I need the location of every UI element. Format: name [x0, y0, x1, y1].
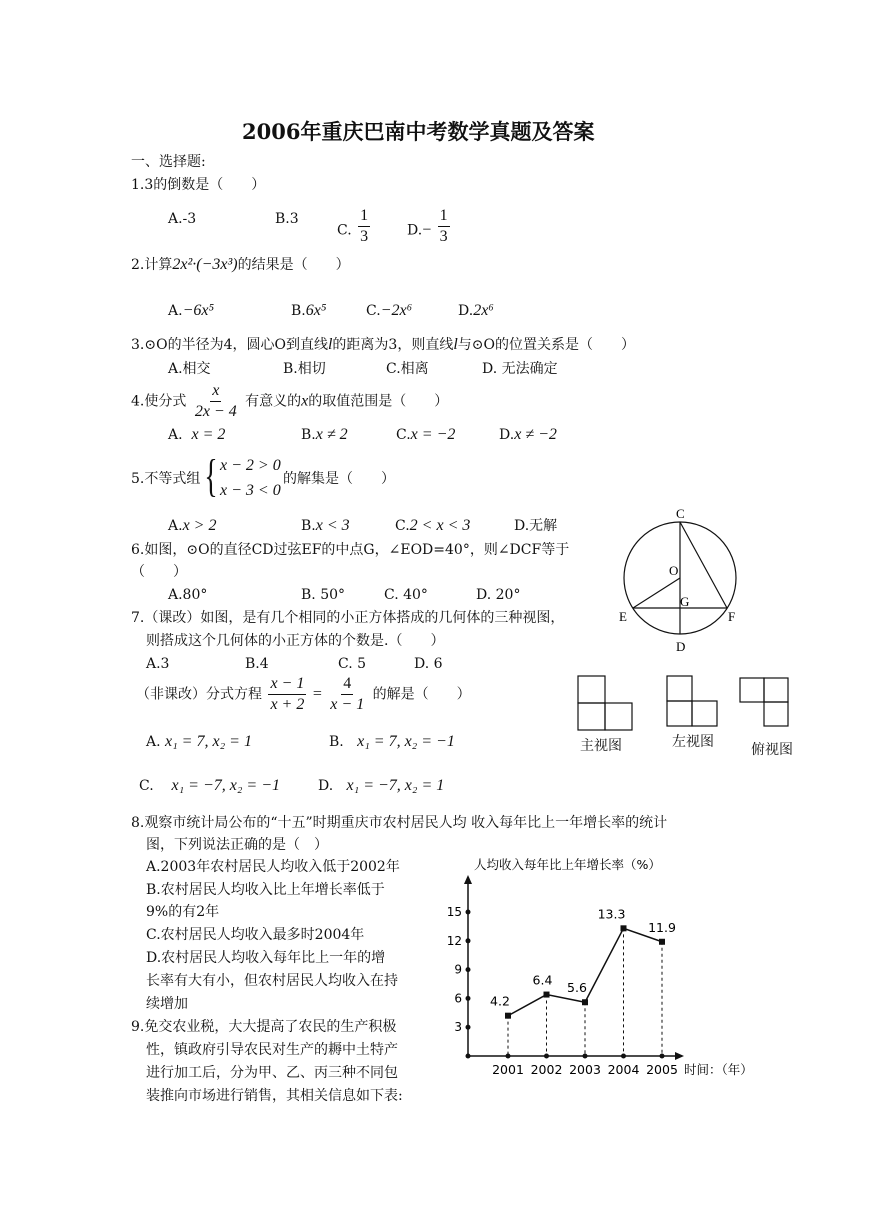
- q2-d-label: D.: [458, 303, 474, 319]
- q6-option-a: A.80°: [168, 587, 208, 603]
- q7-d2: x − 1: [330, 696, 365, 713]
- label-d: D: [676, 639, 686, 654]
- q4-option-c: [396, 426, 455, 444]
- q4-stem-mid: 有意义的: [245, 393, 302, 410]
- q3-line-l2: l: [453, 336, 458, 353]
- view-label-front: 主视图: [580, 738, 622, 754]
- q4-num: x: [210, 381, 221, 402]
- data-point-2005: [659, 939, 665, 945]
- q4-option-a: [168, 426, 225, 444]
- y-tick-dot-15: [466, 910, 471, 915]
- q8-option-a: A.2003年农村居民人均收入低于2002年: [146, 859, 400, 875]
- q5-c-expr: 2 < x < 3: [409, 517, 471, 534]
- data-point-2003: [582, 999, 588, 1005]
- q5-option-b: [301, 517, 350, 535]
- view-label-top: 俯视图: [751, 742, 793, 758]
- chart-xlabel: 时间：（年）: [684, 1062, 753, 1077]
- q4-option-d: [499, 426, 557, 444]
- y-tick-label-12: 12: [446, 933, 462, 948]
- q4-var: x: [301, 392, 309, 410]
- q5-c-label: C.: [395, 518, 410, 534]
- data-label-2001: 4.2: [490, 993, 510, 1009]
- q7-alt-stem: [136, 674, 471, 715]
- q8-option-d3: 续增加: [146, 996, 188, 1012]
- q8-option-d2: 长率有大有小，但农村居民人均收入在持: [146, 973, 398, 989]
- q7-alt-pre: （非课改）分式方程: [136, 686, 262, 703]
- q6-option-d: D. 20°: [476, 587, 521, 603]
- y-tick-label-3: 3: [454, 1020, 462, 1035]
- q2-option-c: [366, 302, 412, 320]
- q3-line-l: l: [327, 336, 333, 353]
- q9-line3: 进行加工后，分为甲、乙、丙三种不同包: [146, 1065, 398, 1081]
- q7-equals: =: [312, 685, 322, 703]
- q1-option-c-fraction: [358, 206, 370, 247]
- q7-oa-expr: x₁ = 7, x₂ = 1: [165, 733, 252, 750]
- q9-line2: 性，镇政府引导农民对生产的耨中土特产: [146, 1042, 398, 1058]
- q1-c-num: 1: [358, 206, 370, 227]
- q2-stem-pre: 2.计算: [131, 257, 173, 273]
- q2-b-expr: 6x⁵: [305, 302, 327, 319]
- segment-eo: [633, 578, 680, 608]
- q2-stem: [131, 256, 350, 274]
- q7-oc-expr: x₁ = −7, x₂ = −1: [171, 777, 280, 794]
- chart-title: 人均收入每年比上年增长率（%）: [474, 857, 661, 872]
- q7-n2: 4: [341, 674, 353, 695]
- q1-option-c-label: C.: [337, 222, 352, 239]
- q7-option-b: B.4: [245, 656, 269, 672]
- q5-stem-post: 的解集是（ ）: [283, 471, 395, 487]
- label-g: G: [680, 594, 690, 609]
- y-tick-label-15: 15: [446, 905, 462, 919]
- q4-d-label: D.: [499, 427, 515, 443]
- q5-option-d: D.无解: [514, 518, 558, 534]
- q9-line1: 9.免交农业税，大大提高了农民的生产积极: [131, 1019, 397, 1035]
- q1-d-den: 3: [439, 228, 448, 245]
- x-tick-label-2005: 2005: [646, 1062, 678, 1077]
- q4-stem: [131, 381, 448, 422]
- top-view: [740, 678, 788, 726]
- q7-alt-option-b: [329, 733, 455, 751]
- label-c: C: [676, 506, 685, 521]
- q1-stem: 1.3的倒数是（ ）: [131, 177, 266, 193]
- q2-stem-post: 的结果是（ ）: [237, 257, 350, 273]
- q2-option-b: [291, 302, 326, 320]
- data-label-2003: 5.6: [567, 980, 587, 996]
- q4-option-b: [301, 426, 348, 444]
- q1-d-minus: −: [422, 221, 432, 239]
- q5-line2: x − 3 < 0: [220, 482, 281, 499]
- q6-paren: （ ）: [131, 564, 187, 580]
- q4-b-expr: x ≠ 2: [315, 426, 348, 443]
- data-point-2001: [505, 1013, 511, 1019]
- q3-option-a: A.相交: [168, 361, 211, 377]
- q7-oa-label: A.: [146, 734, 161, 750]
- y-axis-arrow: [464, 875, 472, 884]
- q9-line4: 装推向市场进行销售，其相关信息如下表:: [146, 1088, 403, 1104]
- q2-option-d: [458, 302, 494, 320]
- y-tick-dot-9: [466, 967, 471, 972]
- q3-stem-b: 的距离为3，则直线: [332, 337, 454, 353]
- y-tick-dot-12: [466, 938, 471, 943]
- q6-option-b: B. 50°: [301, 587, 346, 603]
- q7-option-d: D. 6: [414, 656, 443, 672]
- q7-n1: x − 1: [268, 674, 306, 695]
- q7-option-c: C. 5: [338, 656, 367, 672]
- q1-c-den: 3: [360, 228, 369, 245]
- q8-stem1: 8.观察市统计局公布的“十五”时期重庆市农村居民人均 收入每年比上一年增长率的统计: [131, 815, 668, 831]
- growth-rate-chart: [430, 845, 780, 1085]
- q4-a-expr: x = 2: [191, 426, 226, 443]
- q8-option-d1: D.农村居民人均收入每年比上一年的增: [146, 950, 386, 966]
- q7-d1: x + 2: [270, 696, 305, 713]
- q3-option-d: D. 无法确定: [482, 361, 558, 377]
- x-tick-label-2003: 2003: [569, 1062, 601, 1077]
- q7-option-a: A.3: [146, 656, 170, 672]
- y-tick-label-6: 6: [454, 991, 462, 1006]
- q1-option-c: [337, 207, 372, 251]
- q4-fraction: [193, 381, 239, 422]
- q4-stem-pre: 4.使分式: [131, 393, 187, 410]
- q1-option-d-label: D.: [407, 222, 423, 239]
- q1-option-a: A.-3: [168, 211, 197, 227]
- q5-option-a: [168, 517, 216, 535]
- label-o: O: [669, 563, 679, 578]
- label-e: E: [619, 609, 627, 624]
- y-tick-label-9: 9: [454, 962, 462, 977]
- q1-option-d-fraction: [438, 206, 450, 247]
- q7-alt-frac1: [268, 674, 306, 715]
- q2-b-label: B.: [291, 303, 306, 319]
- q7-alt-option-d: [318, 777, 444, 795]
- q4-b-label: B.: [301, 427, 316, 443]
- q1-option-d: [407, 207, 452, 251]
- q7-od-label: D.: [318, 778, 334, 794]
- q7-od-expr: x₁ = −7, x₂ = 1: [346, 777, 445, 794]
- q7-alt-option-c: [139, 777, 280, 795]
- y-tick-dot-6: [466, 996, 471, 1001]
- q2-c-expr: −2x⁶: [380, 302, 413, 319]
- q7-ob-expr: x₁ = 7, x₂ = −1: [357, 733, 455, 750]
- q3-stem: [131, 336, 635, 354]
- q4-a-label: A.: [168, 427, 183, 443]
- q5-b-label: B.: [301, 518, 316, 534]
- x-tick-label-2002: 2002: [530, 1062, 563, 1077]
- q2-a-label: A.: [168, 303, 183, 319]
- q7-alt-post: 的解是（ ）: [372, 686, 471, 703]
- q2-option-a: [168, 302, 214, 320]
- q6-option-c: C. 40°: [384, 587, 428, 603]
- q7-ob-label: B.: [329, 734, 344, 750]
- q2-a-expr: −6x⁵: [182, 302, 215, 319]
- q3-stem-a: 3.⊙O的半径为4，圆心O到直线: [131, 337, 328, 353]
- y-tick-dot-3: [466, 1025, 471, 1030]
- q7-alt-option-a: [146, 733, 252, 751]
- q3-option-c: C.相离: [386, 361, 429, 377]
- q7-alt-frac2: [328, 674, 366, 715]
- q5-a-label: A.: [168, 518, 183, 534]
- label-f: F: [728, 609, 736, 624]
- q7-oc-label: C.: [139, 778, 154, 794]
- q1-d-num: 1: [438, 206, 450, 227]
- y-tick-origin-dot: [466, 1054, 471, 1059]
- view-label-left: 左视图: [672, 734, 714, 750]
- q5-option-c: [395, 517, 470, 535]
- x-axis-arrow: [675, 1052, 684, 1060]
- q6-stem: 6.如图，⊙O的直径CD过弦EF的中点G，∠EOD=40°，则∠DCF等于: [131, 542, 570, 558]
- q5-stem-pre: 5.不等式组: [131, 471, 201, 487]
- x-tick-label-2001: 2001: [492, 1062, 524, 1077]
- circle-figure: [610, 500, 750, 660]
- q3-option-b: B.相切: [283, 361, 326, 377]
- q7-stem1: 7.（课改）如图，是有几个相同的小正方体搭成的几何体的三种视图，: [131, 610, 565, 626]
- q4-den: 2x − 4: [194, 403, 237, 420]
- q4-c-label: C.: [396, 427, 411, 443]
- q5-b-expr: x < 3: [315, 517, 350, 534]
- q5-line1: x − 2 > 0: [220, 457, 281, 474]
- data-label-2002: 6.4: [532, 972, 553, 988]
- q4-d-expr: x ≠ −2: [514, 426, 557, 443]
- q5-a-expr: x > 2: [182, 517, 217, 534]
- q4-stem-post: 的取值范围是（ ）: [308, 393, 449, 410]
- q2-c-label: C.: [366, 303, 381, 319]
- q7-stem2: 则搭成这个几何体的小正方体的个数是.（ ）: [146, 633, 445, 649]
- q8-stem2: 图，下列说法正确的是（ ）: [146, 837, 328, 853]
- q2-expression: 2x²·(−3x³): [172, 256, 238, 273]
- q2-d-expr: 2x⁶: [473, 302, 494, 319]
- page-title: 2006年重庆巴南中考数学真题及答案: [242, 119, 595, 144]
- q3-stem-c: 与⊙O的位置关系是（ ）: [457, 337, 635, 353]
- data-point-2002: [544, 992, 550, 998]
- data-label-2005: 11.9: [648, 919, 676, 935]
- left-view: [667, 676, 717, 726]
- section-heading: 一、选择题:: [131, 154, 206, 170]
- data-point-2004: [621, 925, 627, 931]
- q8-option-b1: B.农村居民人均收入比上年增长率低于: [146, 882, 385, 898]
- q4-c-expr: x = −2: [410, 426, 456, 443]
- front-view: [578, 676, 632, 730]
- q8-option-b2: 9%的有2年: [146, 904, 220, 920]
- x-tick-label-2004: 2004: [607, 1062, 640, 1077]
- q8-option-c: C.农村居民人均收入最多时2004年: [146, 927, 365, 943]
- data-label-2004: 13.3: [597, 906, 626, 922]
- q1-option-b: B.3: [275, 211, 299, 227]
- q5-brace: {: [204, 450, 218, 501]
